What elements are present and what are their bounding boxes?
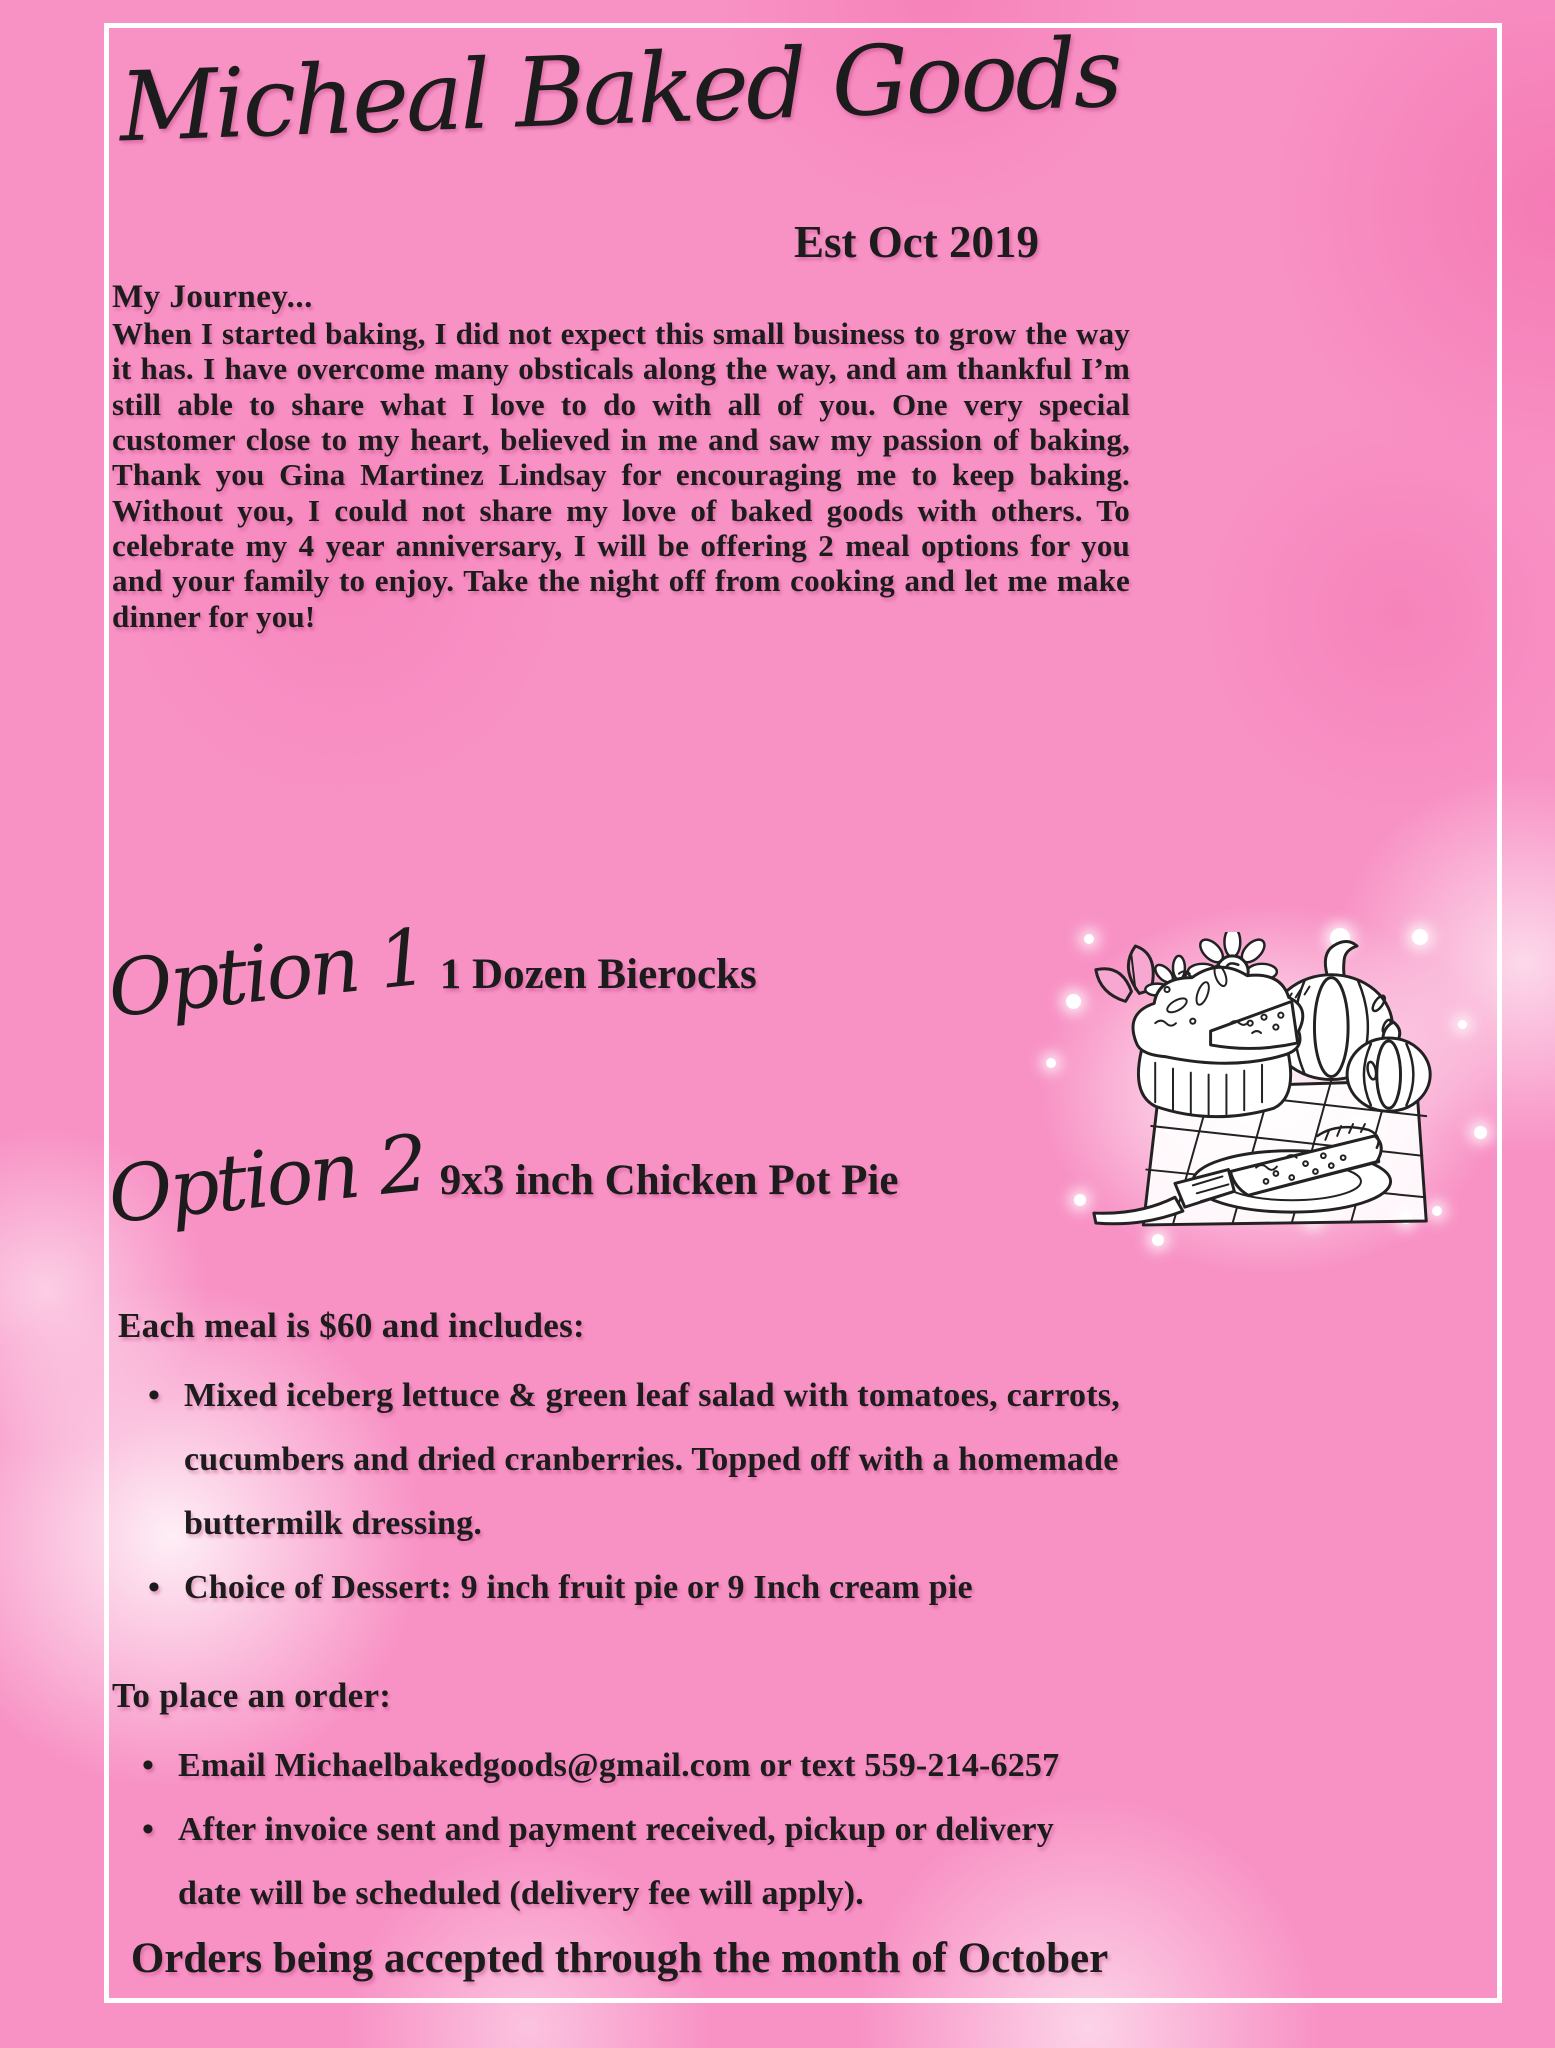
order-section — [112, 1676, 1124, 1926]
order-list — [112, 1734, 1124, 1926]
option-2-item: 9x3 inch Chicken Pot Pie — [439, 1156, 899, 1204]
meal-item: • Mixed iceberg lettuce & green leaf salad with tomatoes, carrots, cucumbers and dried cranberries. Topped off with a homemade buttermilk dressing. — [118, 1364, 1130, 1556]
order-item-invoice: • After invoice sent and payment received, pickup or delivery date will be scheduled (delivery fee will apply). — [112, 1798, 1124, 1926]
meal-list — [118, 1364, 1130, 1620]
footer-notice: Orders being accepted through the month of October — [130, 1935, 1109, 1982]
journey-section — [112, 279, 1130, 634]
option-row-2 — [104, 1086, 1123, 1274]
pie-illustration — [1082, 932, 1448, 1234]
meal-item: • Choice of Dessert: 9 inch fruit pie or 9 Inch cream pie — [118, 1556, 1130, 1620]
sparkle-dot — [1458, 1020, 1467, 1029]
meal-details-section — [118, 1306, 1130, 1620]
option-1-label: Option 1 — [104, 912, 430, 1036]
established-date: Est Oct 2019 — [794, 217, 1039, 267]
page-title: Micheal Baked Goods — [117, 16, 1122, 164]
sparkle-dot — [1474, 1126, 1487, 1139]
order-heading: To place an order: — [112, 1676, 392, 1715]
order-item-contact: • Email Michaelbakedgoods@gmail.com or text 559-214-6257 — [112, 1734, 1124, 1798]
journey-paragraph: When I started baking, I did not expect this small business to grow the way it has. I have overcome many obsticals along the way, and am thankful I’m still able to share what I love to do with all of you. One very special customer close to my heart, believed in me and saw my passion of baking, Thank you Gina Martinez Lindsay for encouraging me to keep baking. Without you, I could not share my love of baked goods with others. To celebrate my 4 year anniversary, I will be offering 2 meal options for you and your family to enjoy. Take the night off from cooking and let me make dinner for you! — [112, 316, 1130, 634]
option-row-1 — [104, 880, 1123, 1068]
option-2-label: Option 2 — [104, 1118, 430, 1242]
meal-options — [104, 880, 1123, 1292]
option-1-item: 1 Dozen Bierocks — [439, 950, 757, 998]
journey-heading: My Journey... — [112, 279, 313, 315]
sparkle-dot — [1152, 1234, 1164, 1246]
meal-heading: Each meal is $60 and includes: — [118, 1306, 585, 1345]
